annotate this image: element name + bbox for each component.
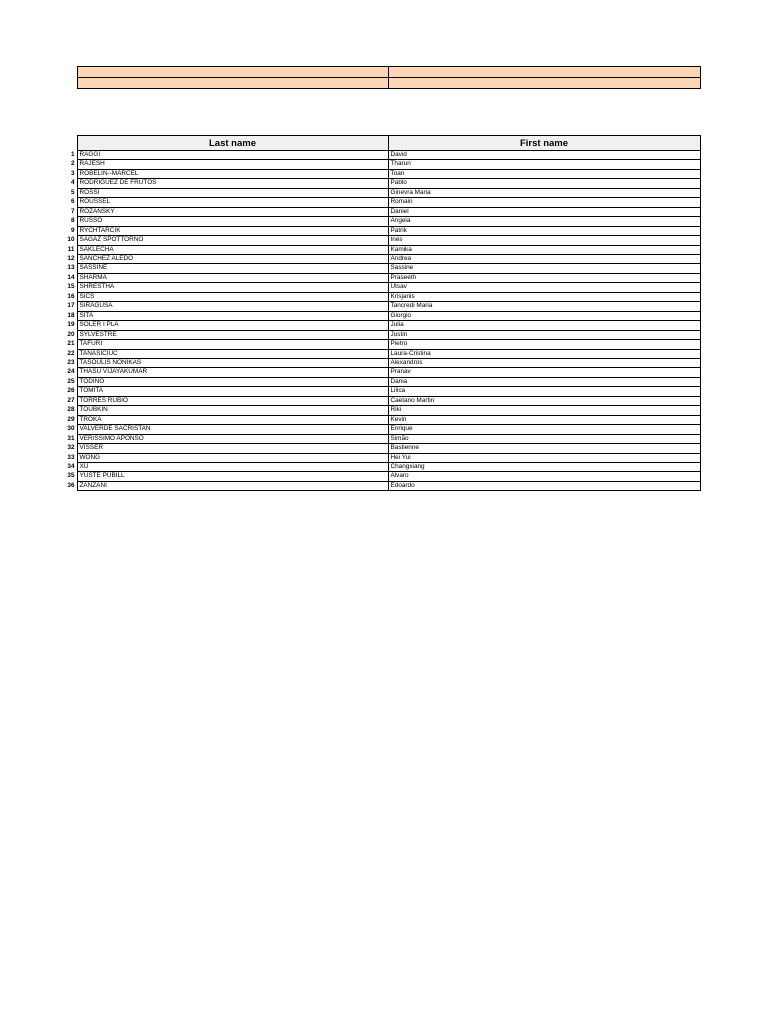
index-column-header <box>64 136 77 151</box>
table-row <box>64 226 700 235</box>
table-row <box>64 198 700 207</box>
first-name-cell: Angela <box>388 217 700 226</box>
first-name-cell: Giorgio <box>388 311 700 320</box>
table-row <box>64 453 700 462</box>
first-name-cell: Dania <box>388 377 700 386</box>
row-number: 28 <box>64 406 77 415</box>
last-name-cell: VERISSIMO APONSO <box>77 434 388 443</box>
table-row <box>64 169 700 178</box>
row-number: 24 <box>64 368 77 377</box>
first-name-cell: Pablo <box>388 179 700 188</box>
last-name-cell: SHRESTHA <box>77 283 388 292</box>
first-name-cell: Laura-Cristina <box>388 349 700 358</box>
first-name-cell: Romain <box>388 198 700 207</box>
last-name-cell: ROSSI <box>77 188 388 197</box>
first-name-cell: Daniel <box>388 207 700 216</box>
table-row <box>64 236 700 245</box>
header-block-cell <box>78 78 389 89</box>
row-number: 8 <box>64 217 77 226</box>
table-row <box>64 387 700 396</box>
last-name-header: Last name <box>77 136 388 151</box>
table-row <box>64 283 700 292</box>
last-name-cell: SIRAGUSA <box>77 302 388 311</box>
header-block-cell <box>78 67 389 78</box>
row-number: 5 <box>64 188 77 197</box>
last-name-cell: SYLVESTRE <box>77 330 388 339</box>
table-row <box>64 207 700 216</box>
first-name-cell: Alvaro <box>388 472 700 481</box>
row-number: 23 <box>64 358 77 367</box>
table-row <box>64 254 700 263</box>
row-number: 30 <box>64 425 77 434</box>
row-number: 25 <box>64 377 77 386</box>
last-name-cell: RAJESH <box>77 160 388 169</box>
table-row <box>64 340 700 349</box>
names-table-body <box>64 151 700 491</box>
table-row <box>64 415 700 424</box>
table-row <box>64 425 700 434</box>
last-name-cell: ROZANSKY <box>77 207 388 216</box>
last-name-cell: THASU VIJAYAKUMAR <box>77 368 388 377</box>
last-name-cell: YUSTE PUBILL <box>77 472 388 481</box>
last-name-cell: ROUSSEL <box>77 198 388 207</box>
row-number: 14 <box>64 273 77 282</box>
row-number: 31 <box>64 434 77 443</box>
row-number: 29 <box>64 415 77 424</box>
last-name-cell: SAGAZ SPOTTORNO <box>77 236 388 245</box>
table-row <box>64 151 700 160</box>
first-name-cell: Pranav <box>388 368 700 377</box>
row-number: 2 <box>64 160 77 169</box>
row-number: 13 <box>64 264 77 273</box>
first-name-cell: Pietro <box>388 340 700 349</box>
first-name-cell: Kamika <box>388 245 700 254</box>
first-name-cell: Kevin <box>388 415 700 424</box>
last-name-cell: TORRES RUBIO <box>77 396 388 405</box>
last-name-cell: SAKLECHA <box>77 245 388 254</box>
last-name-cell: RODRIGUEZ DE FRUTOS <box>77 179 388 188</box>
first-name-cell: David <box>388 151 700 160</box>
first-name-cell: Lilica <box>388 387 700 396</box>
row-number: 16 <box>64 292 77 301</box>
last-name-cell: WONG <box>77 453 388 462</box>
first-name-cell: Krisjanis <box>388 292 700 301</box>
table-row <box>64 330 700 339</box>
row-number: 27 <box>64 396 77 405</box>
first-name-cell: Caetano Martin <box>388 396 700 405</box>
row-number: 34 <box>64 462 77 471</box>
table-row <box>64 273 700 282</box>
row-number: 1 <box>64 151 77 160</box>
last-name-cell: SICS <box>77 292 388 301</box>
row-number: 26 <box>64 387 77 396</box>
first-name-header: First name <box>388 136 700 151</box>
row-number: 10 <box>64 236 77 245</box>
last-name-cell: TANASICIUC <box>77 349 388 358</box>
table-row <box>64 472 700 481</box>
last-name-cell: TROKA <box>77 415 388 424</box>
first-name-cell: Riki <box>388 406 700 415</box>
table-row <box>64 444 700 453</box>
row-number: 20 <box>64 330 77 339</box>
first-name-cell: Changxiang <box>388 462 700 471</box>
header-block-cell <box>389 78 701 89</box>
row-number: 32 <box>64 444 77 453</box>
last-name-cell: XU <box>77 462 388 471</box>
row-number: 12 <box>64 254 77 263</box>
row-number: 11 <box>64 245 77 254</box>
last-name-cell: RAGGI <box>77 151 388 160</box>
first-name-cell: Justin <box>388 330 700 339</box>
last-name-cell: SITA <box>77 311 388 320</box>
names-table <box>64 135 701 491</box>
first-name-cell: Inés <box>388 236 700 245</box>
row-number: 22 <box>64 349 77 358</box>
first-name-cell: Sassine <box>388 264 700 273</box>
first-name-cell: Toan <box>388 169 700 178</box>
table-row <box>64 311 700 320</box>
last-name-cell: TOMITA <box>77 387 388 396</box>
row-number: 15 <box>64 283 77 292</box>
table-row <box>64 292 700 301</box>
row-number: 7 <box>64 207 77 216</box>
first-name-cell: Tharun <box>388 160 700 169</box>
table-row <box>64 377 700 386</box>
row-number: 33 <box>64 453 77 462</box>
first-name-cell: Tancredi Maria <box>388 302 700 311</box>
last-name-cell: SANCHEZ ALEDO <box>77 254 388 263</box>
last-name-cell: ROBELIN--MARCEL <box>77 169 388 178</box>
table-row <box>64 245 700 254</box>
last-name-cell: RYCHTARCIK <box>77 226 388 235</box>
first-name-cell: Ginevra Maria <box>388 188 700 197</box>
last-name-cell: ZANZANI <box>77 481 388 490</box>
first-name-cell: Bastienne <box>388 444 700 453</box>
last-name-cell: TAFURI <box>77 340 388 349</box>
table-row <box>64 302 700 311</box>
row-number: 21 <box>64 340 77 349</box>
last-name-cell: SOLER I PLA <box>77 321 388 330</box>
table-row <box>64 481 700 490</box>
first-name-cell: Andrea <box>388 254 700 263</box>
last-name-cell: VISSER <box>77 444 388 453</box>
last-name-cell: TASOULIS NONIKAS <box>77 358 388 367</box>
row-number: 6 <box>64 198 77 207</box>
table-row <box>64 396 700 405</box>
row-number: 3 <box>64 169 77 178</box>
first-name-cell: Praseeth <box>388 273 700 282</box>
header-block-cell <box>389 67 701 78</box>
table-row <box>64 188 700 197</box>
table-row <box>64 406 700 415</box>
first-name-cell: Utsav <box>388 283 700 292</box>
table-row <box>64 179 700 188</box>
table-row <box>64 160 700 169</box>
first-name-cell: Enrique <box>388 425 700 434</box>
first-name-cell: Simão <box>388 434 700 443</box>
table-row <box>64 217 700 226</box>
table-row <box>64 321 700 330</box>
first-name-cell: Julia <box>388 321 700 330</box>
row-number: 35 <box>64 472 77 481</box>
last-name-cell: SHARMA <box>77 273 388 282</box>
row-number: 17 <box>64 302 77 311</box>
last-name-cell: TODINO <box>77 377 388 386</box>
row-number: 19 <box>64 321 77 330</box>
last-name-cell: SASSINE <box>77 264 388 273</box>
header-block <box>77 66 701 89</box>
names-table-header-row <box>64 136 700 151</box>
first-name-cell: Hei Yui <box>388 453 700 462</box>
row-number: 4 <box>64 179 77 188</box>
row-number: 9 <box>64 226 77 235</box>
table-row <box>64 358 700 367</box>
last-name-cell: RUSSO <box>77 217 388 226</box>
table-row <box>64 264 700 273</box>
table-row <box>64 349 700 358</box>
row-number: 36 <box>64 481 77 490</box>
table-row <box>64 368 700 377</box>
table-row <box>64 462 700 471</box>
first-name-cell: Alexandros <box>388 358 700 367</box>
first-name-cell: Edoardo <box>388 481 700 490</box>
table-row <box>64 434 700 443</box>
last-name-cell: TOUBKIN <box>77 406 388 415</box>
row-number: 18 <box>64 311 77 320</box>
last-name-cell: VALVERDE SACRISTAN <box>77 425 388 434</box>
first-name-cell: Patrik <box>388 226 700 235</box>
